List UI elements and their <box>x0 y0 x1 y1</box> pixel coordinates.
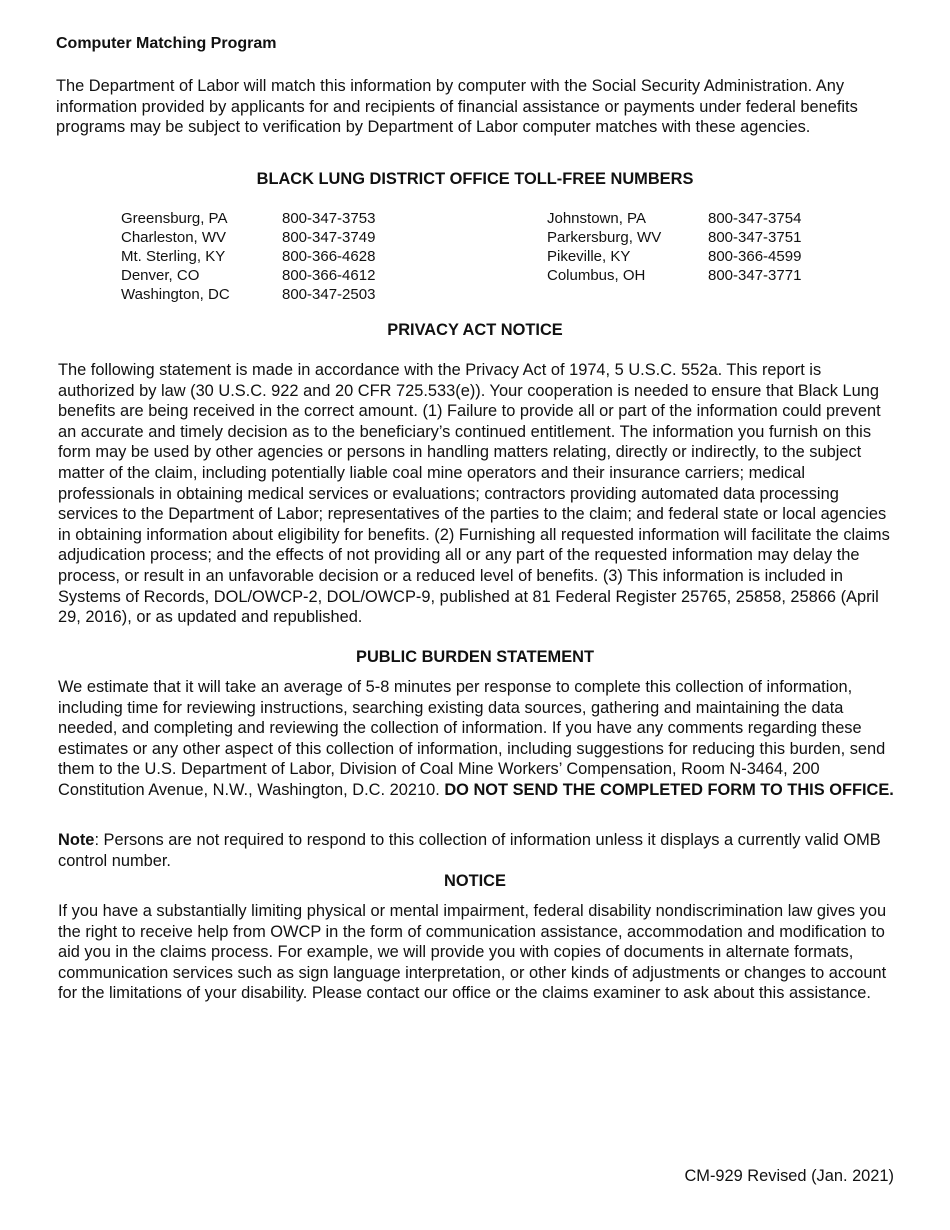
public-burden-emphasis: DO NOT SEND THE COMPLETED FORM TO THIS OFFICE. <box>444 780 894 799</box>
office-city: Charleston, WV <box>121 229 227 246</box>
computer-matching-body: The Department of Labor will match this information by computer with the Social Security Administration. Any information provided by applicants for and recipients of financial assistance or payments under federal benefits programs may be subject to verification by Department of Labor computer matches with these agencies. <box>56 77 858 137</box>
office-phone: 800-347-2503 <box>282 286 376 303</box>
office-city: Pikeville, KY <box>547 248 631 265</box>
district-offices-heading: BLACK LUNG DISTRICT OFFICE TOLL-FREE NUMBERS <box>256 170 694 188</box>
privacy-act-heading: PRIVACY ACT NOTICE <box>387 321 563 339</box>
public-burden-body <box>58 677 898 801</box>
office-phone: 800-366-4599 <box>708 248 802 265</box>
notice-body: If you have a substantially limiting physical or mental impairment, federal disability nondiscrimination law gives you the right to receive help from OWCP in the form of communication assistance, accommodation and modification to aid you in the claims process. For example, we will provide you with copies of documents in alternate formats, communication services such as sign language interpretation, or other kinds of adjustments or changes to account for the limitations of your disability. Please contact our office or the claims examiner to ask about this assistance. <box>58 902 887 1003</box>
omb-note <box>58 830 898 871</box>
computer-matching-title: Computer Matching Program <box>56 35 277 52</box>
office-city: Greensburg, PA <box>121 210 228 227</box>
office-city: Johnstown, PA <box>547 210 646 227</box>
office-phone: 800-366-4612 <box>282 267 376 284</box>
office-phone: 800-347-3749 <box>282 229 376 246</box>
privacy-act-body: The following statement is made in accordance with the Privacy Act of 1974, 5 U.S.C. 552a. This report is authorized by law (30 U.S.C. 922 and 20 CFR 725.533(e)). Your cooperation is needed to ensure that Black Lung benefits are being received in the correct amount. (1) Failure to provide all or part of the information could prevent an accurate and timely decision as to the beneficiary’s continued entitlement. The information you furnish on this form may be used by other agencies or persons in handling matters relating, directly or indirectly, to the subject matter of the claim, including potentially liable coal mine operators and their insurance carriers; medical professionals in obtaining medical services or evaluations; contractors providing automated data processing services to the Department of Labor; representatives of the parties to the claim; and federal state or local agencies in obtaining information about eligibility for benefits. (2) Furnishing all requested information will facilitate the claims adjudication process; and the effects of not providing all or any part of the requested information may delay the process, or result in an unfavorable decision or a reduced level of benefits. (3) This information is included in Systems of Records, DOL/OWCP-2, DOL/OWCP-9, published at 81 Federal Register 25765, 25858, 25866 (April 29, 2016), or as updated and republished. <box>58 361 890 627</box>
office-city: Mt. Sterling, KY <box>121 248 226 265</box>
office-city: Washington, DC <box>121 286 230 303</box>
note-label: Note <box>58 831 95 849</box>
office-phone: 800-347-3754 <box>708 210 802 227</box>
office-phone: 800-366-4628 <box>282 248 376 265</box>
office-phone: 800-347-3771 <box>708 267 802 284</box>
office-city: Columbus, OH <box>547 267 646 284</box>
office-phone: 800-347-3753 <box>282 210 376 227</box>
office-city: Parkersburg, WV <box>547 229 662 246</box>
form-id: CM-929 Revised (Jan. 2021) <box>684 1167 894 1185</box>
note-text: : Persons are not required to respond to this collection of information unless it displays a currently valid OMB control number. <box>58 831 881 870</box>
office-phone: 800-347-3751 <box>708 229 802 246</box>
public-burden-heading: PUBLIC BURDEN STATEMENT <box>356 648 594 666</box>
notice-heading: NOTICE <box>444 872 506 890</box>
public-burden-text: We estimate that it will take an average of 5-8 minutes per response to complete this collection of information, including time for reviewing instructions, searching existing data sources, gathering and maintaining the data needed, and completing and reviewing the collection of information. If you have any comments regarding these estimates or any other aspect of this collection of information, including suggestions for reducing this burden, send them to the U.S. Department of Labor, Division of Coal Mine Workers’ Compensation, Room N-3464, 200 Constitution Avenue, N.W., Washington, D.C. 20210. <box>58 678 886 799</box>
office-city: Denver, CO <box>121 267 200 284</box>
